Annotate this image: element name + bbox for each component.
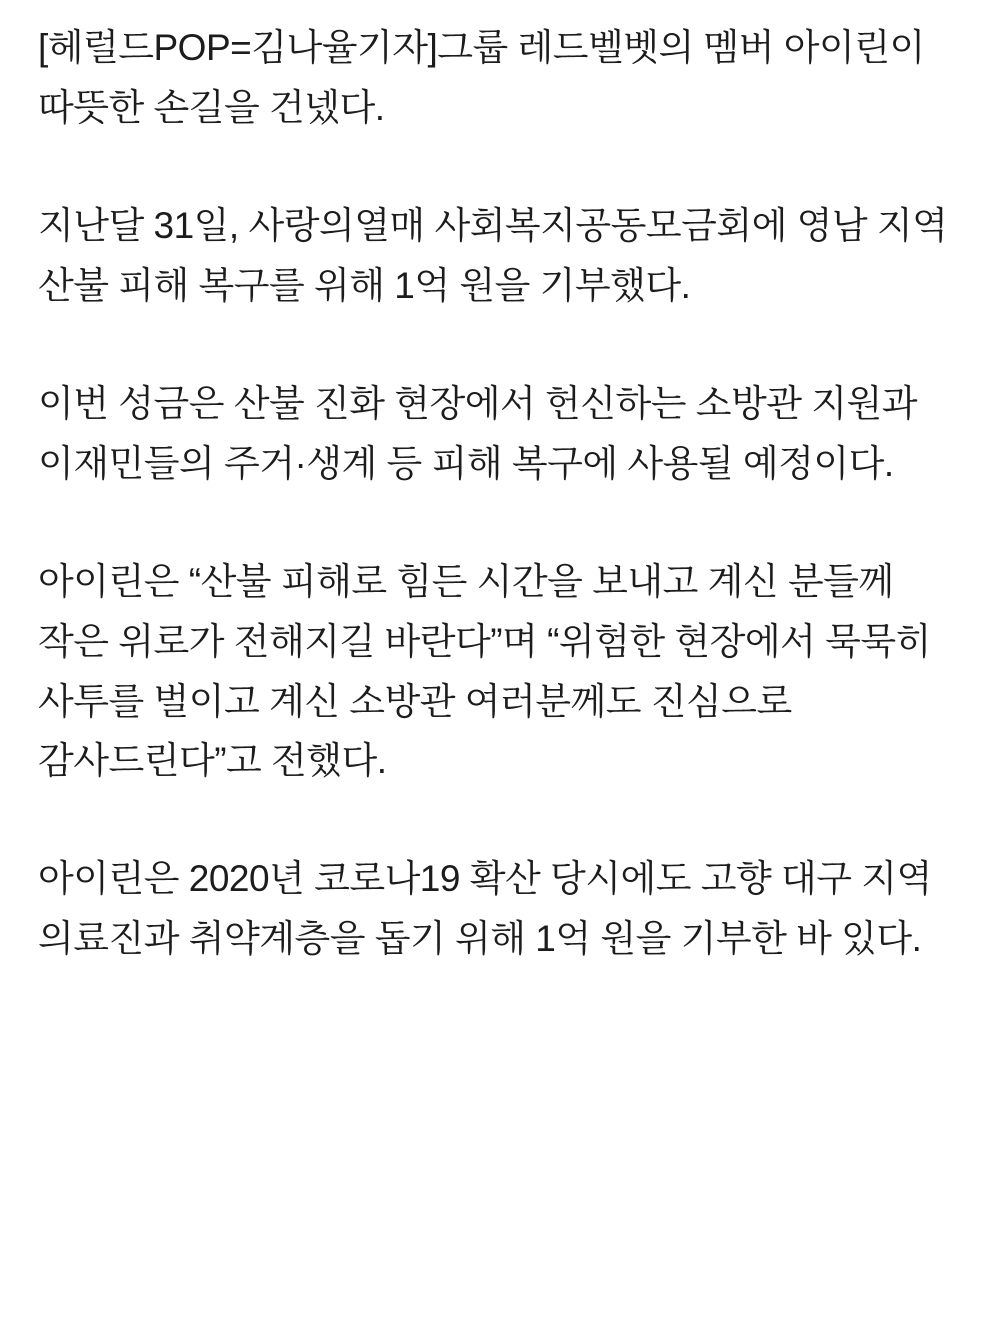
article-paragraph: 아이린은 2020년 코로나19 확산 당시에도 고향 대구 지역 의료진과 취약계층을 돕기 위해 1억 원을 기부한 바 있다. bbox=[38, 858, 932, 960]
article-paragraph: 이번 성금은 산불 진화 현장에서 헌신하는 소방관 지원과 이재민들의 주거·생계 등 피해 복구에 사용될 예정이다. bbox=[38, 382, 918, 484]
article-paragraph: 지난달 31일, 사랑의열매 사회복지공동모금회에 영남 지역 산불 피해 복구를 위해 1억 원을 기부했다. bbox=[38, 204, 948, 306]
article-paragraph: [헤럴드POP=김나율기자]그룹 레드벨벳의 멤버 아이린이 따뜻한 손길을 건넸다. bbox=[38, 27, 925, 128]
article-paragraph: 아이린은 “산불 피해로 힘든 시간을 보내고 계신 분들께 작은 위로가 전해지길 바란다”며 “위험한 현장에서 묵묵히 사투를 벌이고 계신 소방관 여러분께도 진심으로 감사드린다”고 전했다. bbox=[38, 560, 931, 782]
